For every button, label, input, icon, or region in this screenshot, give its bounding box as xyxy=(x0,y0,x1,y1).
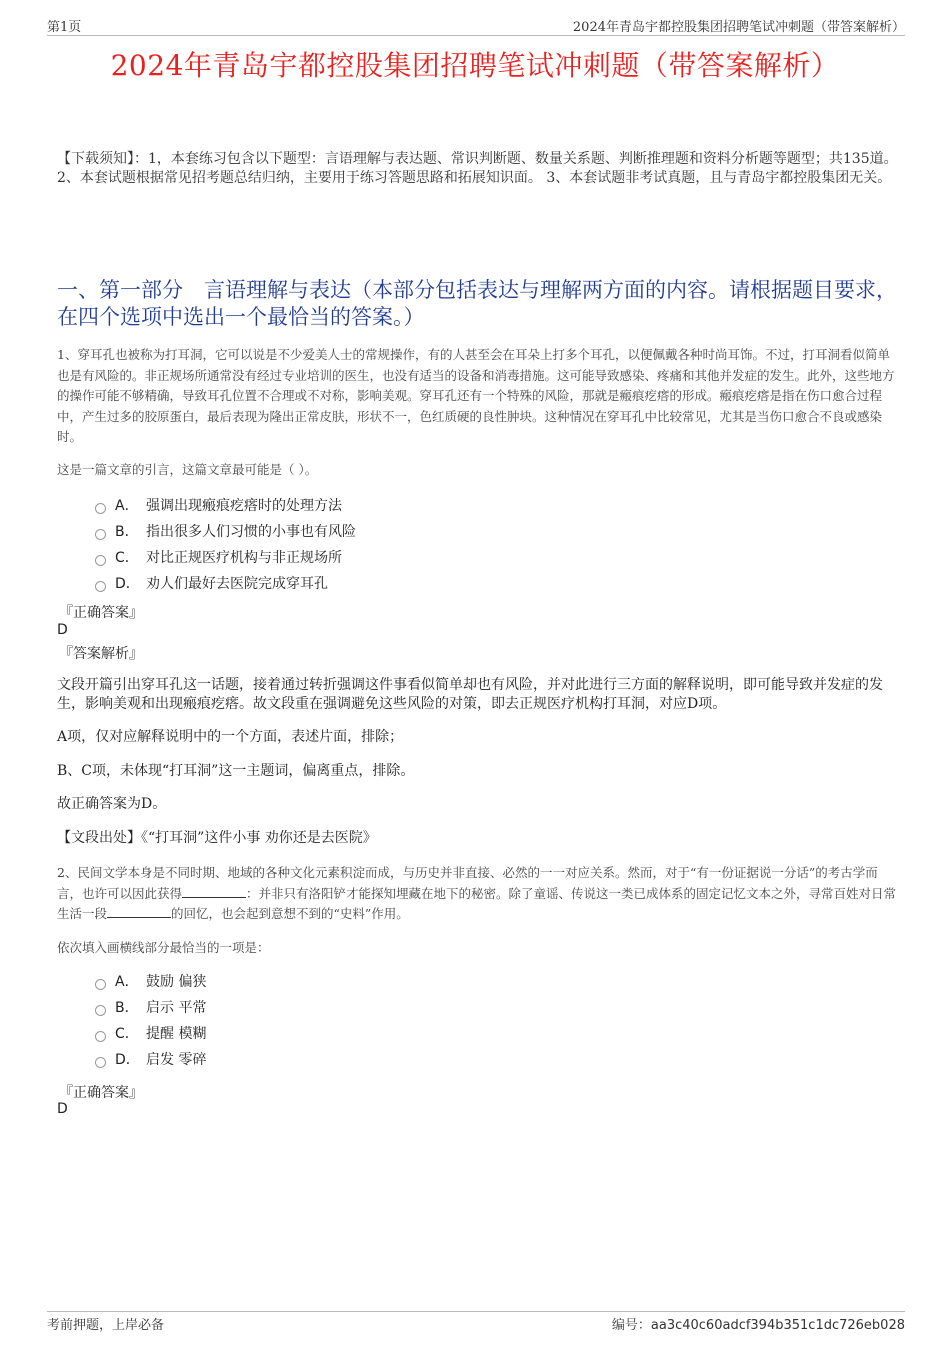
question-2-option-a[interactable]: A． 鼓励 偏狭 xyxy=(95,968,595,994)
download-notice: 【下载须知】：1，本套练习包含以下题型：言语理解与表达题、常识判断题、数量关系题、判断推理题和资料分析题等题型；共135道。 2、本套试题根据常见招考题总结归纳，主要用于练习答题思路和拓展知识面。 3、本套试题非考试真题，且与青岛宇都控股集团无关。 xyxy=(57,151,898,186)
page-footer xyxy=(47,1311,905,1333)
question-1-options xyxy=(95,492,595,596)
question-2-option-b[interactable]: B． 启示 平常 xyxy=(95,994,595,1020)
running-header xyxy=(47,14,905,36)
question-2-options xyxy=(95,968,595,1072)
question-1-option-b[interactable]: B． 指出很多人们习惯的小事也有风险 xyxy=(95,518,595,544)
document-title: 2024年青岛宇都控股集团招聘笔试冲刺题（带答案解析） xyxy=(110,49,840,82)
page-number: 第1页 xyxy=(47,20,82,35)
question-2-option-c[interactable]: C． 提醒 模糊 xyxy=(95,1020,595,1046)
radio-button-icon[interactable] xyxy=(95,1057,106,1068)
question-1-analysis-bc: B、C项，未体现“打耳洞”这一主题词，偏离重点，排除。 xyxy=(57,763,415,779)
question-1-option-a[interactable]: A． 强调出现瘢痕疙瘩时的处理方法 xyxy=(95,492,595,518)
question-2-option-d[interactable]: D． 启发 零碎 xyxy=(95,1046,595,1072)
radio-button-icon[interactable] xyxy=(95,581,106,592)
radio-button-icon[interactable] xyxy=(95,979,106,990)
question-1-analysis-a: A项，仅对应解释说明中的一个方面，表述片面，排除； xyxy=(57,729,404,745)
question-1-prompt: 这是一篇文章的引言，这篇文章最可能是（ ）。 xyxy=(57,462,318,477)
question-1-answer: D xyxy=(57,622,68,638)
radio-button-icon[interactable] xyxy=(95,503,106,514)
question-1-correct-answer-label: 『正确答案』 xyxy=(59,605,143,621)
question-2-prompt: 依次填入画横线部分最恰当的一项是： xyxy=(57,940,270,955)
question-2-correct-answer-label: 『正确答案』 xyxy=(59,1085,143,1101)
fill-blank-1 xyxy=(182,886,246,898)
footer-document-code: 编号：aa3c40c60adcf394b351c1dc726eb028 xyxy=(611,1318,905,1333)
question-1-option-c[interactable]: C． 对比正规医疗机构与非正规场所 xyxy=(95,544,595,570)
radio-button-icon[interactable] xyxy=(95,1031,106,1042)
question-1-analysis-paragraph: 文段开篇引出穿耳孔这一话题，接着通过转折强调这件事看似简单却也有风险，并对此进行三方面的解释说明，即可能导致并发症的发生，影响美观和出现瘢痕疙瘩。故文段重在强调避免这些风险的对策，即去正规医疗机构打耳洞，对应D项。 xyxy=(57,677,883,712)
radio-button-icon[interactable] xyxy=(95,529,106,540)
section-heading: 一、第一部分 言语理解与表达（本部分包括表达与理解两方面的内容。请根据题目要求，在四个选项中选出一个最恰当的答案。） xyxy=(57,278,897,329)
footer-slogan: 考前押题，上岸必备 xyxy=(47,1318,165,1333)
question-1-analysis-conclusion: 故正确答案为D。 xyxy=(57,796,167,812)
question-1-text: 1、穿耳孔也被称为打耳洞，它可以说是不少爱美人士的常规操作，有的人甚至会在耳朵上打多个耳孔，以便佩戴各种时尚耳饰。不过，打耳洞看似简单也是有风险的。非正规场所通常没有经过专业培训的医生，也没有适当的设备和消毒措施。这可能导致感染、疼痛和其他并发症的发生。此外，这些地方的操作可能不够精确，导致耳孔位置不合理或不对称，影响美观。穿耳孔还有一个特殊的风险，那就是瘢痕疙瘩的形成。瘢痕疙瘩是指在伤口愈合过程中，产生过多的胶原蛋白，最后表现为隆出正常皮肤，形状不一，色红质硬的良性肿块。这种情况在穿耳孔中比较常见，尤其是当伤口愈合不良或感染时。 xyxy=(57,347,895,444)
header-doc-title: 2024年青岛宇都控股集团招聘笔试冲刺题（带答案解析） xyxy=(572,20,905,35)
fill-blank-2 xyxy=(107,906,171,918)
question-1-source: 【文段出处】《“打耳洞”这件小事 劝你还是去医院》 xyxy=(57,830,377,846)
question-2-text: 2、民间文学本身是不同时期、地域的各种文化元素积淀而成，与历史并非直接、必然的一一对应关系。然而，对于“有一份证据说一分话”的考古学而言，也许可以因此获得 ：并非只有洛阳铲才能探知埋藏在地下的秘密。除了童谣、传说这一类已成体系的固定记忆文本之外，寻常百姓对日常生活一段 的回忆，也会起到意想不到的“史料”作用。 xyxy=(57,865,897,921)
question-2-answer: D xyxy=(57,1101,68,1117)
radio-button-icon[interactable] xyxy=(95,555,106,566)
radio-button-icon[interactable] xyxy=(95,1005,106,1016)
question-1-option-d[interactable]: D． 劝人们最好去医院完成穿耳孔 xyxy=(95,570,595,596)
question-1-analysis-label: 『答案解析』 xyxy=(59,646,143,662)
